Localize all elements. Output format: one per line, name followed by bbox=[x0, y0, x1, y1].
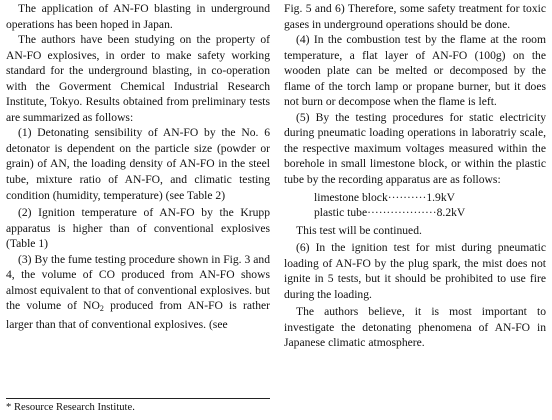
result-1-paragraph: (1) Detonating sensibility of AN-FO by the No. 6 detonator is dependent on the particle size (powder or grain) of AN, the loading density of AN-FO in the steel tube, mixture ratio of AN-FO, and climatic testing condition (humidity, temperature) (see Table 2) bbox=[6, 126, 270, 202]
right-column bbox=[284, 1, 546, 351]
intro-paragraph: The application of AN-FO blasting in underground operations has been hoped in Japan. bbox=[6, 2, 270, 31]
no2-subscript: 2 bbox=[99, 304, 104, 314]
footnote-divider bbox=[6, 398, 270, 399]
study-paragraph: The authors have been studying on the property of AN-FO explosives, in order to make safety working standard for the underground blasting, in co-operation with the Goverment Chemical Industrial Research Institute, Tokyo. Results obtained from preliminary tests are summarized as follows: bbox=[6, 33, 270, 124]
voltage-limestone-block: limestone block··········1.9kV bbox=[314, 190, 456, 204]
result-3-paragraph bbox=[6, 252, 270, 333]
result-2-paragraph: (2) Ignition temperature of AN-FO by the Krupp apparatus is higher than of conventional explosives (Table 1) bbox=[6, 206, 270, 251]
footnote: * Resource Research Institute. bbox=[6, 402, 135, 413]
voltage-list bbox=[314, 190, 546, 221]
result-3-continued-paragraph: Fig. 5 and 6) Therefore, some safety treatment for toxic gases in underground operations should be done. bbox=[284, 2, 546, 31]
result-3-text-b: produced from AN-FO is rather larger than that of conventional explosives. (see bbox=[6, 299, 271, 331]
result-5-paragraph: (5) By the testing procedures for static electricity during pneumatic loading operations in laboratriy scale, the respective maximum voltages measured within the borehole in small limestone block, or within the plastic tube by the recording apparatus are as follows: bbox=[284, 110, 546, 187]
voltage-plastic-tube: plastic tube··················8.2kV bbox=[314, 206, 466, 220]
continuation-note: This test will be continued. bbox=[296, 223, 422, 237]
conclusion-paragraph: The authors believe, it is most important to investigate the detonating phenomena of AN-FO in Japanese climatic atmosphere. bbox=[284, 305, 546, 350]
result-6-paragraph: (6) In the ignition test for mist during pneumatic loading of AN-FO by the plug spark, the mist does not ignite in 5 tests, but it should be prohibited to use fire during the loading. bbox=[284, 241, 546, 301]
result-3-text-a: (3) By the fume testing procedure shown in Fig. 3 and 4, the volume of CO produced from AN-FO shows almost equivalent to that of conventional explosives. but the volume of NO bbox=[6, 252, 270, 313]
left-column bbox=[6, 1, 270, 332]
result-4-paragraph: (4) In the combustion test by the flame at the room temperature, a flat layer of AN-FO (100g) on the wooden plate can be melted or decomposed by the flame of the torch lamp or propane burner, but it does not burn or decompose when the flame is left. bbox=[284, 33, 546, 109]
